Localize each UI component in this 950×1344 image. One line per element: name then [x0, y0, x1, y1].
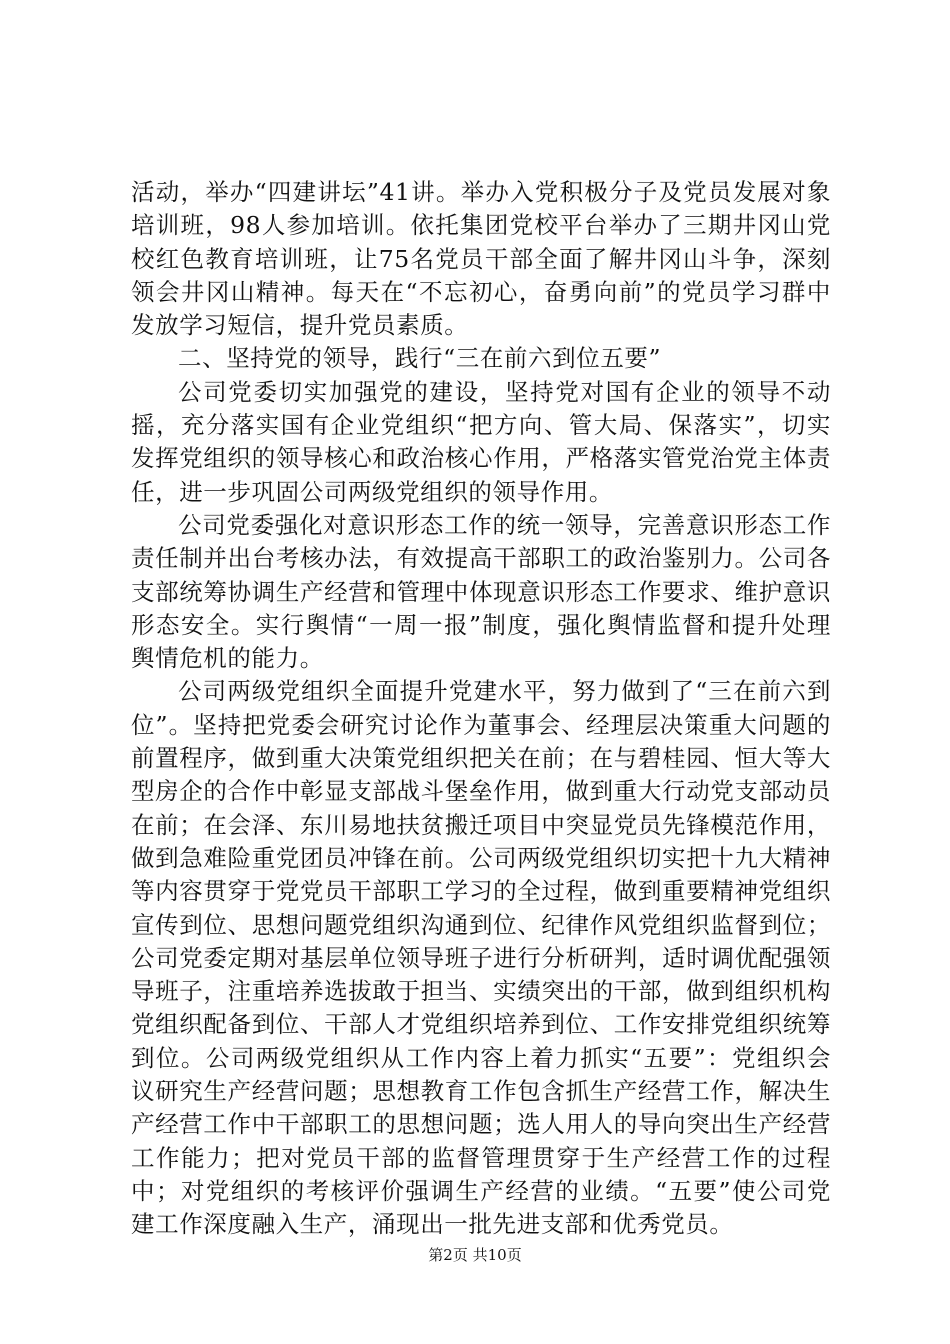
section-heading: 二、坚持党的领导，践行“三在前六到位五要” — [178, 344, 662, 373]
paragraph-party-building: 公司两级党组织全面提升党建水平，努力做到了“三在前六到位”。坚持把党委会研究讨论作为董事会、经理层决策重大问题的前置程序，做到重大决策党组织把关在前；在与碧桂园、恒大等大型房企的合作中彰显支部战斗堡垒作用，做到重大行动党支部动员在前；在会泽、东川易地扶贫搬迁项目中突显党员先锋模范作用，做到急难险重党团员冲锋在前。公司两级党组织切实把十九大精神等内容贯穿于党党员干部职工学习的全过程，做到重要精神党组织宣传到位、思想问题党组织沟通到位、纪律作风党组织监督到位；公司党委定期对基层单位领导班子进行分析研判，适时调优配强领导班子，注重培养选拔敢于担当、实绩突出的干部，做到组织机构党组织配备到位、干部人才党组织培养到位、工作安排党组织统筹到位。公司两级党组织从工作内容上着力抓实“五要”：党组织会议研究生产经营问题；思想教育工作包含抓生产经营工作，解决生产经营工作中干部职工的思想问题；选人用人的导向突出生产经营工作能力；把对党员干部的监督管理贯穿于生产经营工作的过程中；对党组织的考核评价强调生产经营的业绩。“五要”使公司党建工作深度融入生产，涌现出一批先进支部和优秀党员。 — [131, 677, 831, 1239]
paragraph-party-leadership: 公司党委切实加强党的建设，坚持党对国有企业的领导不动摇，充分落实国有企业党组织“把方向、管大局、保落实”，切实发挥党组织的领导核心和政治核心作用，严格落实管党治党主体责任，进一步巩固公司两级党组织的领导作用。 — [131, 377, 831, 506]
paragraph-ideology-work: 公司党委强化对意识形态工作的统一领导，完善意识形态工作责任制并出台考核办法，有效提高干部职工的政治鉴别力。公司各支部统筹协调生产经营和管理中体现意识形态工作要求、维护意识形态安全。实行舆情“一周一报”制度，强化舆情监督和提升处理舆情危机的能力。 — [131, 510, 831, 673]
paragraph-continuation: 活动，举办“四建讲坛”41讲。举办入党积极分子及党员发展对象培训班，98人参加培训。依托集团党校平台举办了三期井冈山党校红色教育培训班，让75名党员干部全面了解井冈山斗争，深刻领会井冈山精神。每天在“不忘初心，奋勇向前”的党员学习群中发放学习短信，提升党员素质。 — [131, 178, 831, 340]
document-body — [131, 176, 831, 1242]
page-number-footer: 第2页 共10页 — [428, 1246, 522, 1264]
